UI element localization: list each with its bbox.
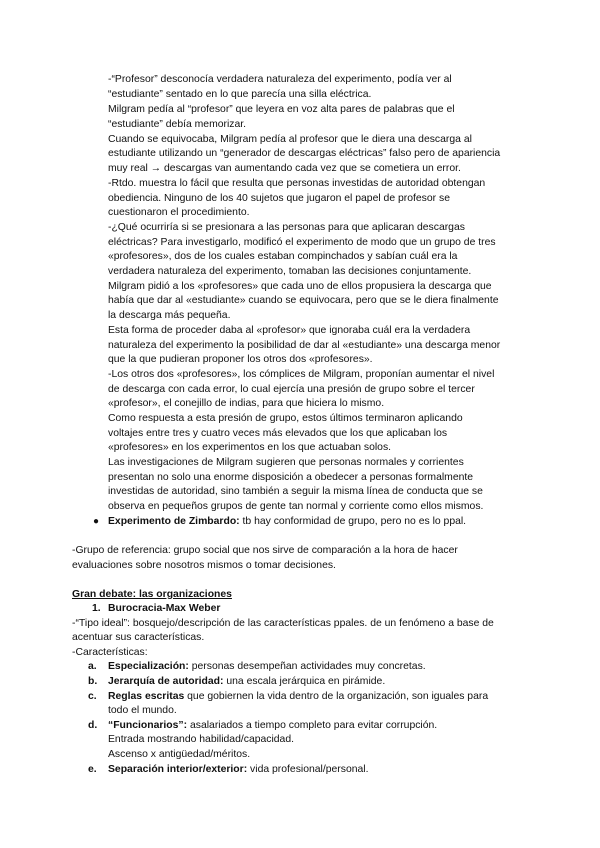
text-line: investidas de autoridad, sino también a seguir la misma línea de conducta que se xyxy=(108,486,483,497)
reference-group-line: evaluaciones sobre nosotros mismos o tomar decisiones. xyxy=(72,560,336,571)
characteristic-label: Reglas escritas xyxy=(108,691,185,702)
characteristic-text: una escala jerárquica en pirámide. xyxy=(223,676,386,687)
characteristic-text: personas desempeñan actividades muy concretas. xyxy=(188,661,426,672)
characteristic-continuation: Entrada mostrando habilidad/capacidad. xyxy=(108,734,295,745)
text-line: de descarga con cada error, lo cual ejercía una presión de grupo sobre el tercer xyxy=(108,384,475,395)
bullet-icon: ● xyxy=(93,516,100,527)
characteristic-continuation: todo el mundo. xyxy=(108,705,177,716)
zimbardo-label: Experimento de Zimbardo: xyxy=(108,516,240,527)
text-line: había que dar al «estudiante» cuando se equivocara, pero que se le diera finalmente xyxy=(108,295,499,306)
text-line: observa en pequeños grupos de gente tan normal y corriente como ellos mismos. xyxy=(108,501,484,512)
text-line: Esta forma de proceder daba al «profesor» que ignoraba cuál era la verdadera xyxy=(108,325,471,336)
subsection-heading: Burocracia-Max Weber xyxy=(108,603,221,614)
text-line: «profesor», el conejillo de indias, para que hiciera lo mismo. xyxy=(108,398,385,409)
text-line: -Rtdo. muestra lo fácil que resulta que personas investidas de autoridad obtengan xyxy=(108,178,486,189)
list-marker: a. xyxy=(88,661,97,672)
text-line: muy real → descargas van aumentando cada vez que se cometiera un error. xyxy=(108,163,461,174)
characteristic-label: Especialización: xyxy=(108,661,189,672)
text-line: presentan no solo una enorme disposición a obedecer a personas formalmente xyxy=(108,472,474,483)
text-line: «profesores», dos de los cuales estaban compinchados y sabían cuál era la xyxy=(108,251,458,262)
text-line: la descarga más pequeña. xyxy=(108,310,231,321)
text-line: -¿Qué ocurriría si se presionara a las personas para que aplicaran descargas xyxy=(108,222,465,233)
characteristic-text: vida profesional/personal. xyxy=(247,764,369,775)
characteristic-text: que gobiernen la vida dentro de la organización, son iguales para xyxy=(184,691,489,702)
text-line: -“Profesor” desconocía verdadera naturaleza del experimento, podía ver al xyxy=(108,74,452,85)
characteristic-item xyxy=(108,676,385,688)
characteristic-item xyxy=(108,691,488,703)
text-line: Las investigaciones de Milgram sugieren que personas normales y corrientes xyxy=(108,457,464,468)
section-heading: Gran debate: las organizaciones xyxy=(72,589,232,600)
characteristic-label: Jerarquía de autoridad: xyxy=(108,676,224,687)
list-marker: c. xyxy=(88,691,97,702)
text-line: “estudiante” debía memorizar. xyxy=(108,119,247,130)
text-line: voltajes entre tres y cuatro veces más elevados que los que aplicaban los xyxy=(108,428,448,439)
characteristic-label: Separación interior/exterior: xyxy=(108,764,248,775)
text-line: “estudiante” sentado en lo que parecía una silla eléctrica. xyxy=(108,89,372,100)
text-line: Cuando se equivocaba, Milgram pedía al profesor que le diera una descarga al xyxy=(108,134,472,145)
characteristic-item xyxy=(108,764,368,776)
list-number: 1. xyxy=(92,603,101,614)
list-marker: e. xyxy=(88,764,97,775)
text-line: naturaleza del experimento la posibilidad de dar al «estudiante» una descarga menor xyxy=(108,340,501,351)
characteristic-text: asalariados a tiempo completo para evitar corrupción. xyxy=(187,720,438,731)
characteristic-item xyxy=(108,720,437,732)
characteristics-heading: -Características: xyxy=(72,647,148,658)
text-line: que la que pudieran proponer los otros dos «profesores». xyxy=(108,354,373,365)
text-line: estudiante utilizando un “generador de descargas eléctricas” falso pero de apariencia xyxy=(108,148,501,159)
text-line: «profesores» en los experimentos en los que actuaban solos. xyxy=(108,442,392,453)
text-line: Como respuesta a esta presión de grupo, estos últimos terminaron aplicando xyxy=(108,413,463,424)
text-line: Milgram pedía al “profesor” que leyera en voz alta pares de palabras que el xyxy=(108,104,455,115)
list-marker: b. xyxy=(88,676,98,687)
text-line: obediencia. Ninguno de los 40 sujetos que jugaron el papel de profesor se xyxy=(108,193,450,204)
text-line: -Los otros dos «profesores», los cómplices de Milgram, proponían aumentar el nivel xyxy=(108,369,495,380)
zimbardo-text: tb hay conformidad de grupo, pero no es lo ppal. xyxy=(239,516,467,527)
reference-group-line: -Grupo de referencia: grupo social que nos sirve de comparación a la hora de hacer xyxy=(72,545,458,556)
text-line: eléctricas? Para investigarlo, modificó el experimento de modo que un grupo de tres xyxy=(108,237,496,248)
text-line: verdadera naturaleza del experimento, tomaban las decisiones conjuntamente. xyxy=(108,266,472,277)
characteristic-continuation: Ascenso x antigüedad/méritos. xyxy=(108,749,251,760)
zimbardo-item xyxy=(108,516,466,528)
characteristic-label: “Funcionarios”: xyxy=(108,720,188,731)
ideal-type-line: -“Tipo ideal”: bosquejo/descripción de las características ppales. de un fenómeno a base de xyxy=(72,618,494,629)
text-line: cuestionaron el procedimiento. xyxy=(108,207,250,218)
ideal-type-line: acentuar sus características. xyxy=(72,632,205,643)
characteristic-item xyxy=(108,661,426,673)
text-line: Milgram pidió a los «profesores» que cada uno de ellos propusiera la descarga que xyxy=(108,281,492,292)
list-marker: d. xyxy=(88,720,98,731)
